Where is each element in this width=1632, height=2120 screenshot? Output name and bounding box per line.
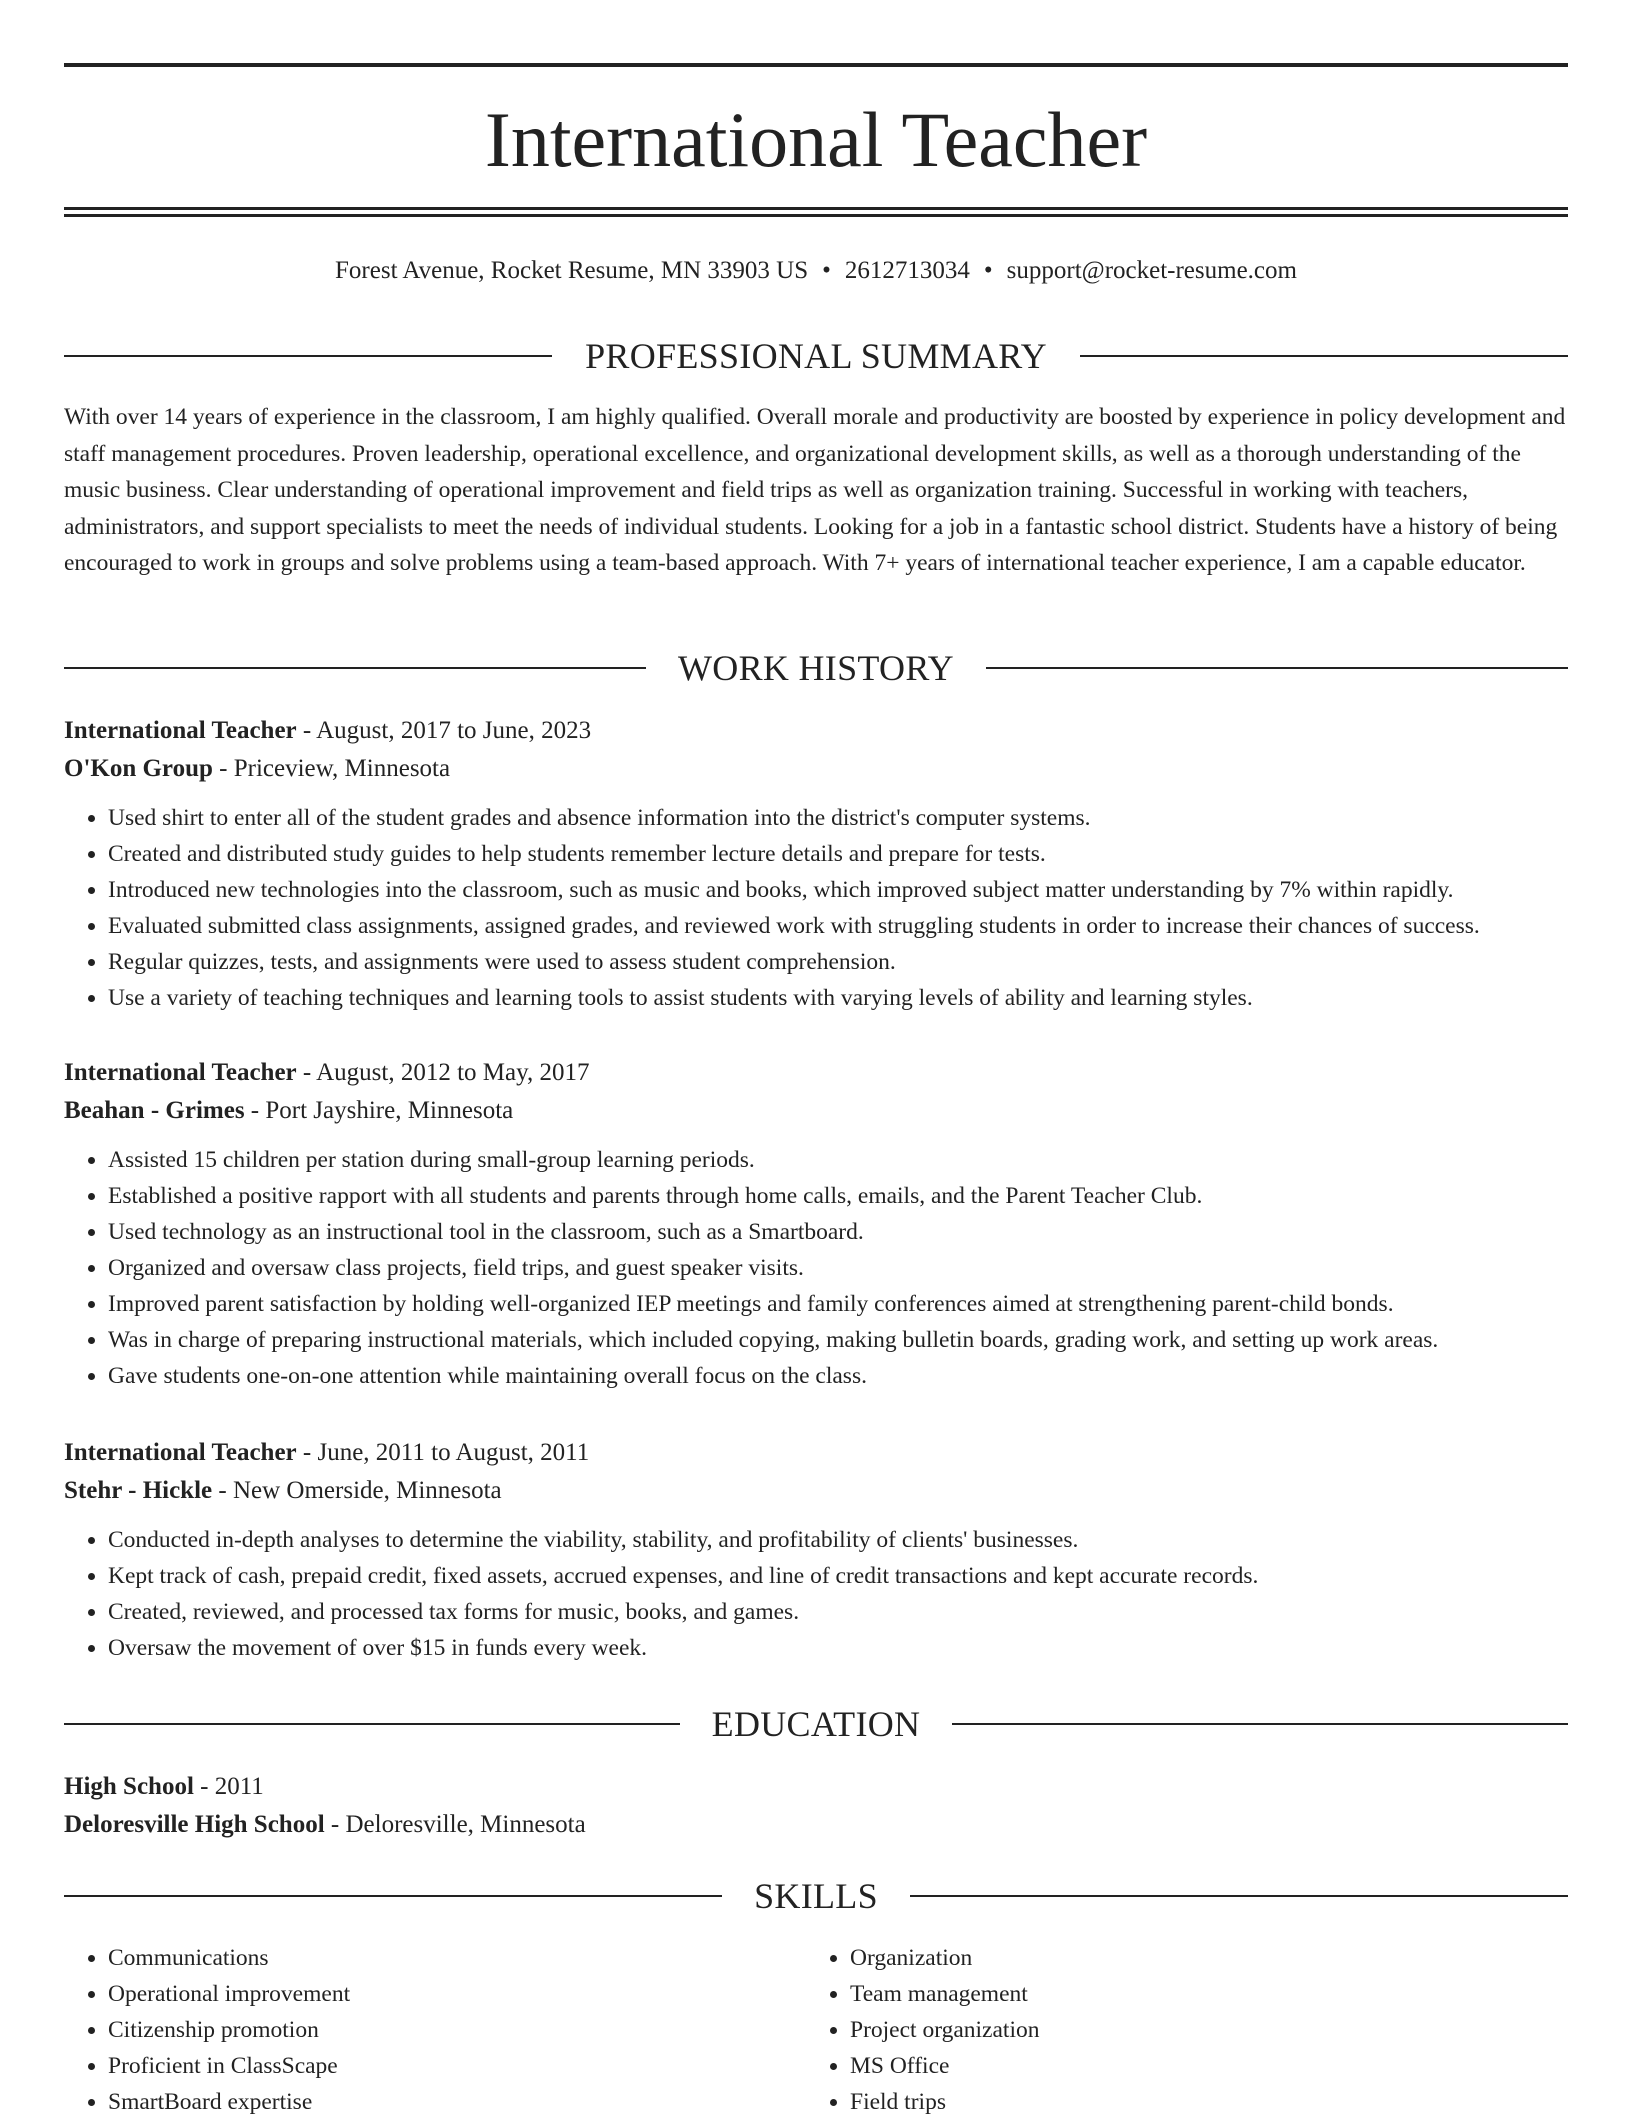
list-item: • Field trips bbox=[850, 2084, 1039, 2120]
job-bullets bbox=[64, 1522, 1568, 1666]
contact-separator: • bbox=[822, 257, 831, 284]
list-item: • Conducted in-depth analyses to determine the viability, stability, and profitability of clients' businesses. bbox=[108, 1522, 1568, 1558]
list-item: • Team management bbox=[850, 1976, 1039, 2012]
education-school: Deloresville High School bbox=[64, 1811, 325, 1838]
list-item: • Introduced new technologies into the classroom, such as music and books, which improved subject matter understanding by 7% within rapidly. bbox=[108, 872, 1568, 908]
contact-separator: • bbox=[983, 257, 993, 284]
job-bullets bbox=[64, 800, 1568, 1016]
job-location: - Priceview, Minnesota bbox=[212, 755, 451, 782]
list-item: • Used shirt to enter all of the student grades and absence information into the district's computer systems. bbox=[108, 800, 1568, 836]
list-item: • Gave students one-on-one attention while maintaining overall focus on the class. bbox=[108, 1358, 1568, 1394]
skills-column-left bbox=[64, 1940, 350, 2120]
resume-title: International Teacher bbox=[484, 96, 1148, 183]
list-item: • MS Office bbox=[850, 2048, 1039, 2084]
section-heading-education bbox=[64, 1702, 1568, 1746]
job-company: O'Kon Group bbox=[64, 755, 213, 782]
job-entry bbox=[64, 712, 1568, 1016]
job-title-line bbox=[64, 1054, 1568, 1092]
header-top-rule bbox=[64, 63, 1568, 67]
job-company-line bbox=[64, 1092, 1568, 1130]
job-title-line bbox=[64, 1434, 1568, 1472]
education-year: - 2011 bbox=[193, 1773, 264, 1800]
section-title: SKILLS bbox=[722, 1876, 910, 1916]
list-item: • Regular quizzes, tests, and assignments were used to assess student comprehension. bbox=[108, 944, 1568, 980]
job-company-line bbox=[64, 1472, 1568, 1510]
education-degree-line bbox=[64, 1768, 1568, 1806]
section-heading-work-history bbox=[64, 646, 1568, 690]
section-heading-summary bbox=[64, 334, 1568, 378]
section-title: EDUCATION bbox=[680, 1704, 953, 1744]
job-dates: - August, 2017 to June, 2023 bbox=[296, 717, 592, 744]
job-title: International Teacher bbox=[64, 1059, 297, 1086]
list-item: • Created, reviewed, and processed tax forms for music, books, and games. bbox=[108, 1594, 1568, 1630]
job-location: - New Omerside, Minnesota bbox=[212, 1477, 502, 1504]
job-title: International Teacher bbox=[64, 717, 297, 744]
job-dates: - June, 2011 to August, 2011 bbox=[296, 1439, 590, 1466]
skills-column-right bbox=[806, 1940, 1039, 2120]
job-entry bbox=[64, 1434, 1568, 1666]
job-company: Beahan - Grimes bbox=[64, 1097, 245, 1124]
job-dates: - August, 2012 to May, 2017 bbox=[296, 1059, 590, 1086]
job-title-line bbox=[64, 712, 1568, 750]
list-item: • Organization bbox=[850, 1940, 1039, 1976]
list-item: • Kept track of cash, prepaid credit, fixed assets, accrued expenses, and line of credit transactions and kept accurate records. bbox=[108, 1558, 1568, 1594]
summary-paragraph: With over 14 years of experience in the classroom, I am highly qualified. Overall morale and productivity are boosted by experience in policy development and staff management procedures. Proven leadership, operational excellence, and organizational development skills, as well as a thorough understanding of the music business. Clear understanding of operational improvement and field trips as well as organization training. Successful in working with teachers, administrators, and support specialists to meet the needs of individual students. Looking for a job in a fantastic school district. Students have a history of being encouraged to work in groups and solve problems using a team-based approach. With 7+ years of international teacher experience, I am a capable educator. bbox=[64, 404, 1566, 577]
education-degree: High School bbox=[64, 1773, 194, 1800]
section-heading-skills bbox=[64, 1874, 1568, 1918]
job-entry bbox=[64, 1054, 1568, 1394]
header-double-rule bbox=[64, 207, 1568, 217]
job-company: Stehr - Hickle bbox=[64, 1477, 213, 1504]
list-item: • SmartBoard expertise bbox=[108, 2084, 350, 2120]
list-item: • Proficient in ClassScape bbox=[108, 2048, 350, 2084]
list-item: • Organized and oversaw class projects, field trips, and guest speaker visits. bbox=[108, 1250, 1568, 1286]
job-bullets bbox=[64, 1142, 1568, 1394]
list-item: • Created and distributed study guides to help students remember lecture details and prepare for tests. bbox=[108, 836, 1568, 872]
list-item: • Assisted 15 children per station during small-group learning periods. bbox=[108, 1142, 1568, 1178]
contact-address: Forest Avenue, Rocket Resume, MN 33903 US bbox=[335, 257, 809, 284]
job-company-line bbox=[64, 750, 1568, 788]
education-location: - Deloresville, Minnesota bbox=[324, 1811, 586, 1838]
contact-email: support@rocket-resume.com bbox=[1006, 257, 1297, 284]
list-item: • Use a variety of teaching techniques and learning tools to assist students with varying levels of ability and learning styles. bbox=[108, 980, 1568, 1016]
contact-phone: 2612713034 bbox=[844, 257, 970, 284]
list-item: • Project organization bbox=[850, 2012, 1039, 2048]
contact-line bbox=[64, 253, 1568, 289]
education-entry bbox=[64, 1768, 1568, 1844]
list-item: • Operational improvement bbox=[108, 1976, 350, 2012]
job-location: - Port Jayshire, Minnesota bbox=[244, 1097, 514, 1124]
section-title: PROFESSIONAL SUMMARY bbox=[553, 336, 1079, 376]
list-item: • Citizenship promotion bbox=[108, 2012, 350, 2048]
education-school-line bbox=[64, 1806, 1568, 1844]
list-item: • Improved parent satisfaction by holding well-organized IEP meetings and family conferences aimed at strengthening parent-child bonds. bbox=[108, 1286, 1568, 1322]
job-title: International Teacher bbox=[64, 1439, 297, 1466]
list-item: • Communications bbox=[108, 1940, 350, 1976]
list-item: • Used technology as an instructional tool in the classroom, such as a Smartboard. bbox=[108, 1214, 1568, 1250]
list-item: • Established a positive rapport with all students and parents through home calls, emails, and the Parent Teacher Club. bbox=[108, 1178, 1568, 1214]
list-item: • Was in charge of preparing instructional materials, which included copying, making bulletin boards, grading work, and setting up work areas. bbox=[108, 1322, 1568, 1358]
list-item: • Evaluated submitted class assignments, assigned grades, and reviewed work with struggling students in order to increase their chances of success. bbox=[108, 908, 1568, 944]
section-title: WORK HISTORY bbox=[646, 648, 986, 688]
list-item: • Oversaw the movement of over $15 in funds every week. bbox=[108, 1630, 1568, 1666]
